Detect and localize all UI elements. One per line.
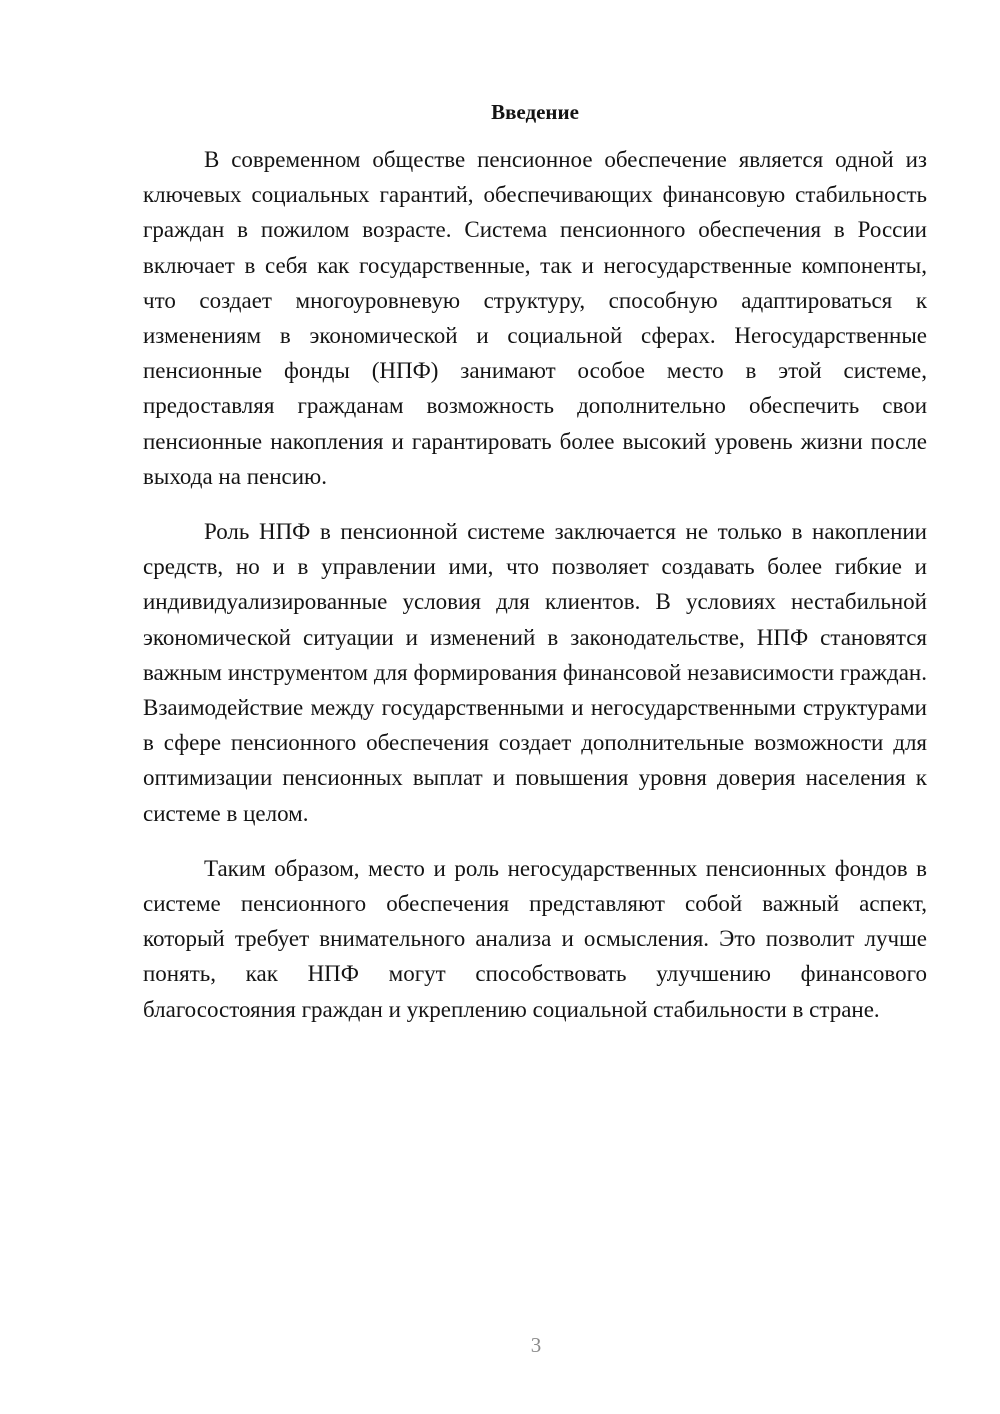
- paragraph-3: Таким образом, место и роль негосударственных пенсионных фондов в системе пенсионного обеспечения представляют собой важный аспект, который требует внимательного анализа и осмысления. Это позволит лучше понять, как НПФ могут способствовать улучшению финансового благосостояния граждан и укреплению социальной стабильности в стране.: [143, 855, 927, 1022]
- page-content: [143, 100, 927, 1027]
- paragraph-1: В современном обществе пенсионное обеспечение является одной из ключевых социальных гарантий, обеспечивающих финансовую стабильность граждан в пожилом возрасте. Система пенсионного обеспечения в России включает в себя как государственные, так и негосударственные компоненты, что создает многоуровневую структуру, способную адаптироваться к изменениям в экономической и социальной сферах. Негосударственные пенсионные фонды (НПФ) занимают особое место в этой системе, предоставляя гражданам возможность дополнительно обеспечить свои пенсионные накопления и гарантировать более высокий уровень жизни после выхода на пенсию.: [143, 147, 927, 489]
- paragraph-2: Роль НПФ в пенсионной системе заключается не только в накоплении средств, но и в управлении ими, что позволяет создавать более гибкие и индивидуализированные условия для клиентов. В условиях нестабильной экономической ситуации и изменений в законодательстве, НПФ становятся важным инструментом для формирования финансовой независимости граждан. Взаимодействие между государственными и негосударственными структурами в сфере пенсионного обеспечения создает дополнительные возможности для оптимизации пенсионных выплат и повышения уровня доверия населения к системе в целом.: [143, 519, 927, 826]
- section-title: Введение: [491, 100, 579, 124]
- page-number: 3: [530, 1333, 542, 1357]
